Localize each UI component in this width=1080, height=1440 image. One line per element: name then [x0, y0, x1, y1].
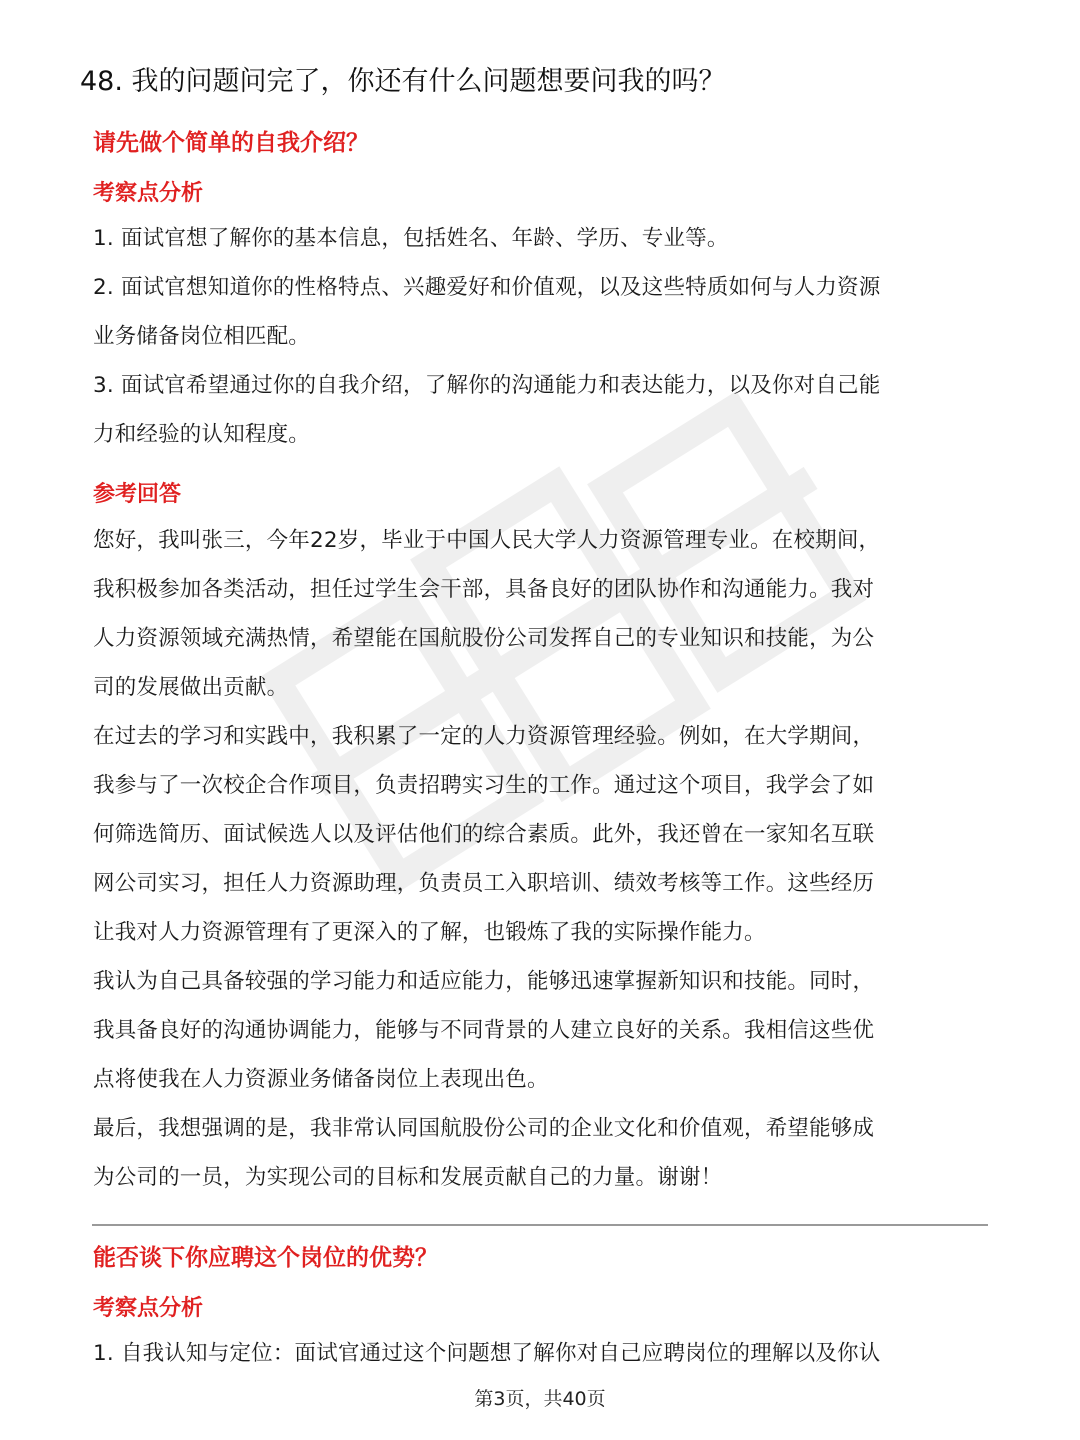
section-1-analysis-list	[93, 214, 993, 459]
answer-line: 最后，我想强调的是，我非常认同国航股份公司的企业文化和价值观，希望能够成	[93, 1116, 875, 1141]
section-2-analysis-heading: 考察点分析	[93, 1296, 204, 1321]
section-1-answer-heading: 参考回答	[93, 482, 182, 507]
section-1-title: 请先做个简单的自我介绍？	[93, 130, 369, 156]
analysis-line: 力和经验的认知程度。	[93, 422, 311, 447]
section-2-analysis-list	[93, 1329, 993, 1378]
answer-line: 何筛选简历、面试候选人以及评估他们的综合素质。此外，我还曾在一家知名互联	[93, 822, 875, 847]
question-title: 48. 我的问题问完了，你还有什么问题想要问我的吗？	[80, 66, 726, 97]
analysis-line: 1. 面试官想了解你的基本信息，包括姓名、年龄、学历、专业等。	[93, 226, 729, 251]
answer-line: 我认为自己具备较强的学习能力和适应能力，能够迅速掌握新知识和技能。同时，	[93, 969, 875, 994]
section-divider	[92, 1224, 988, 1226]
answer-line: 人力资源领域充满热情，希望能在国航股份公司发挥自己的专业知识和技能，为公	[93, 626, 875, 651]
section-1-answer	[93, 516, 993, 1202]
answer-line: 司的发展做出贡献。	[93, 675, 289, 700]
answer-line: 让我对人力资源管理有了更深入的了解，也锻炼了我的实际操作能力。	[93, 920, 766, 945]
answer-line: 您好，我叫张三，今年22岁，毕业于中国人民大学人力资源管理专业。在校期间，	[93, 528, 881, 553]
section-2-title: 能否谈下你应聘这个岗位的优势？	[93, 1245, 438, 1271]
analysis-line: 业务储备岗位相匹配。	[93, 324, 311, 349]
answer-line: 我参与了一次校企合作项目，负责招聘实习生的工作。通过这个项目，我学会了如	[93, 773, 875, 798]
analysis-line: 3. 面试官希望通过你的自我介绍，了解你的沟通能力和表达能力，以及你对自己能	[93, 373, 881, 398]
answer-line: 网公司实习，担任人力资源助理，负责员工入职培训、绩效考核等工作。这些经历	[93, 871, 875, 896]
analysis-line: 1. 自我认知与定位：面试官通过这个问题想了解你对自己应聘岗位的理解以及你认	[93, 1341, 881, 1366]
answer-line: 点将使我在人力资源业务储备岗位上表现出色。	[93, 1067, 549, 1092]
page-footer: 第3页，共40页	[474, 1388, 606, 1410]
answer-line: 我具备良好的沟通协调能力，能够与不同背景的人建立良好的关系。我相信这些优	[93, 1018, 875, 1043]
section-1-analysis-heading: 考察点分析	[93, 181, 204, 206]
answer-line: 我积极参加各类活动，担任过学生会干部，具备良好的团队协作和沟通能力。我对	[93, 577, 875, 602]
answer-line: 为公司的一员，为实现公司的目标和发展贡献自己的力量。谢谢！	[93, 1165, 723, 1190]
analysis-line: 2. 面试官想知道你的性格特点、兴趣爱好和价值观，以及这些特质如何与人力资源	[93, 275, 881, 300]
answer-line: 在过去的学习和实践中，我积累了一定的人力资源管理经验。例如，在大学期间，	[93, 724, 875, 749]
